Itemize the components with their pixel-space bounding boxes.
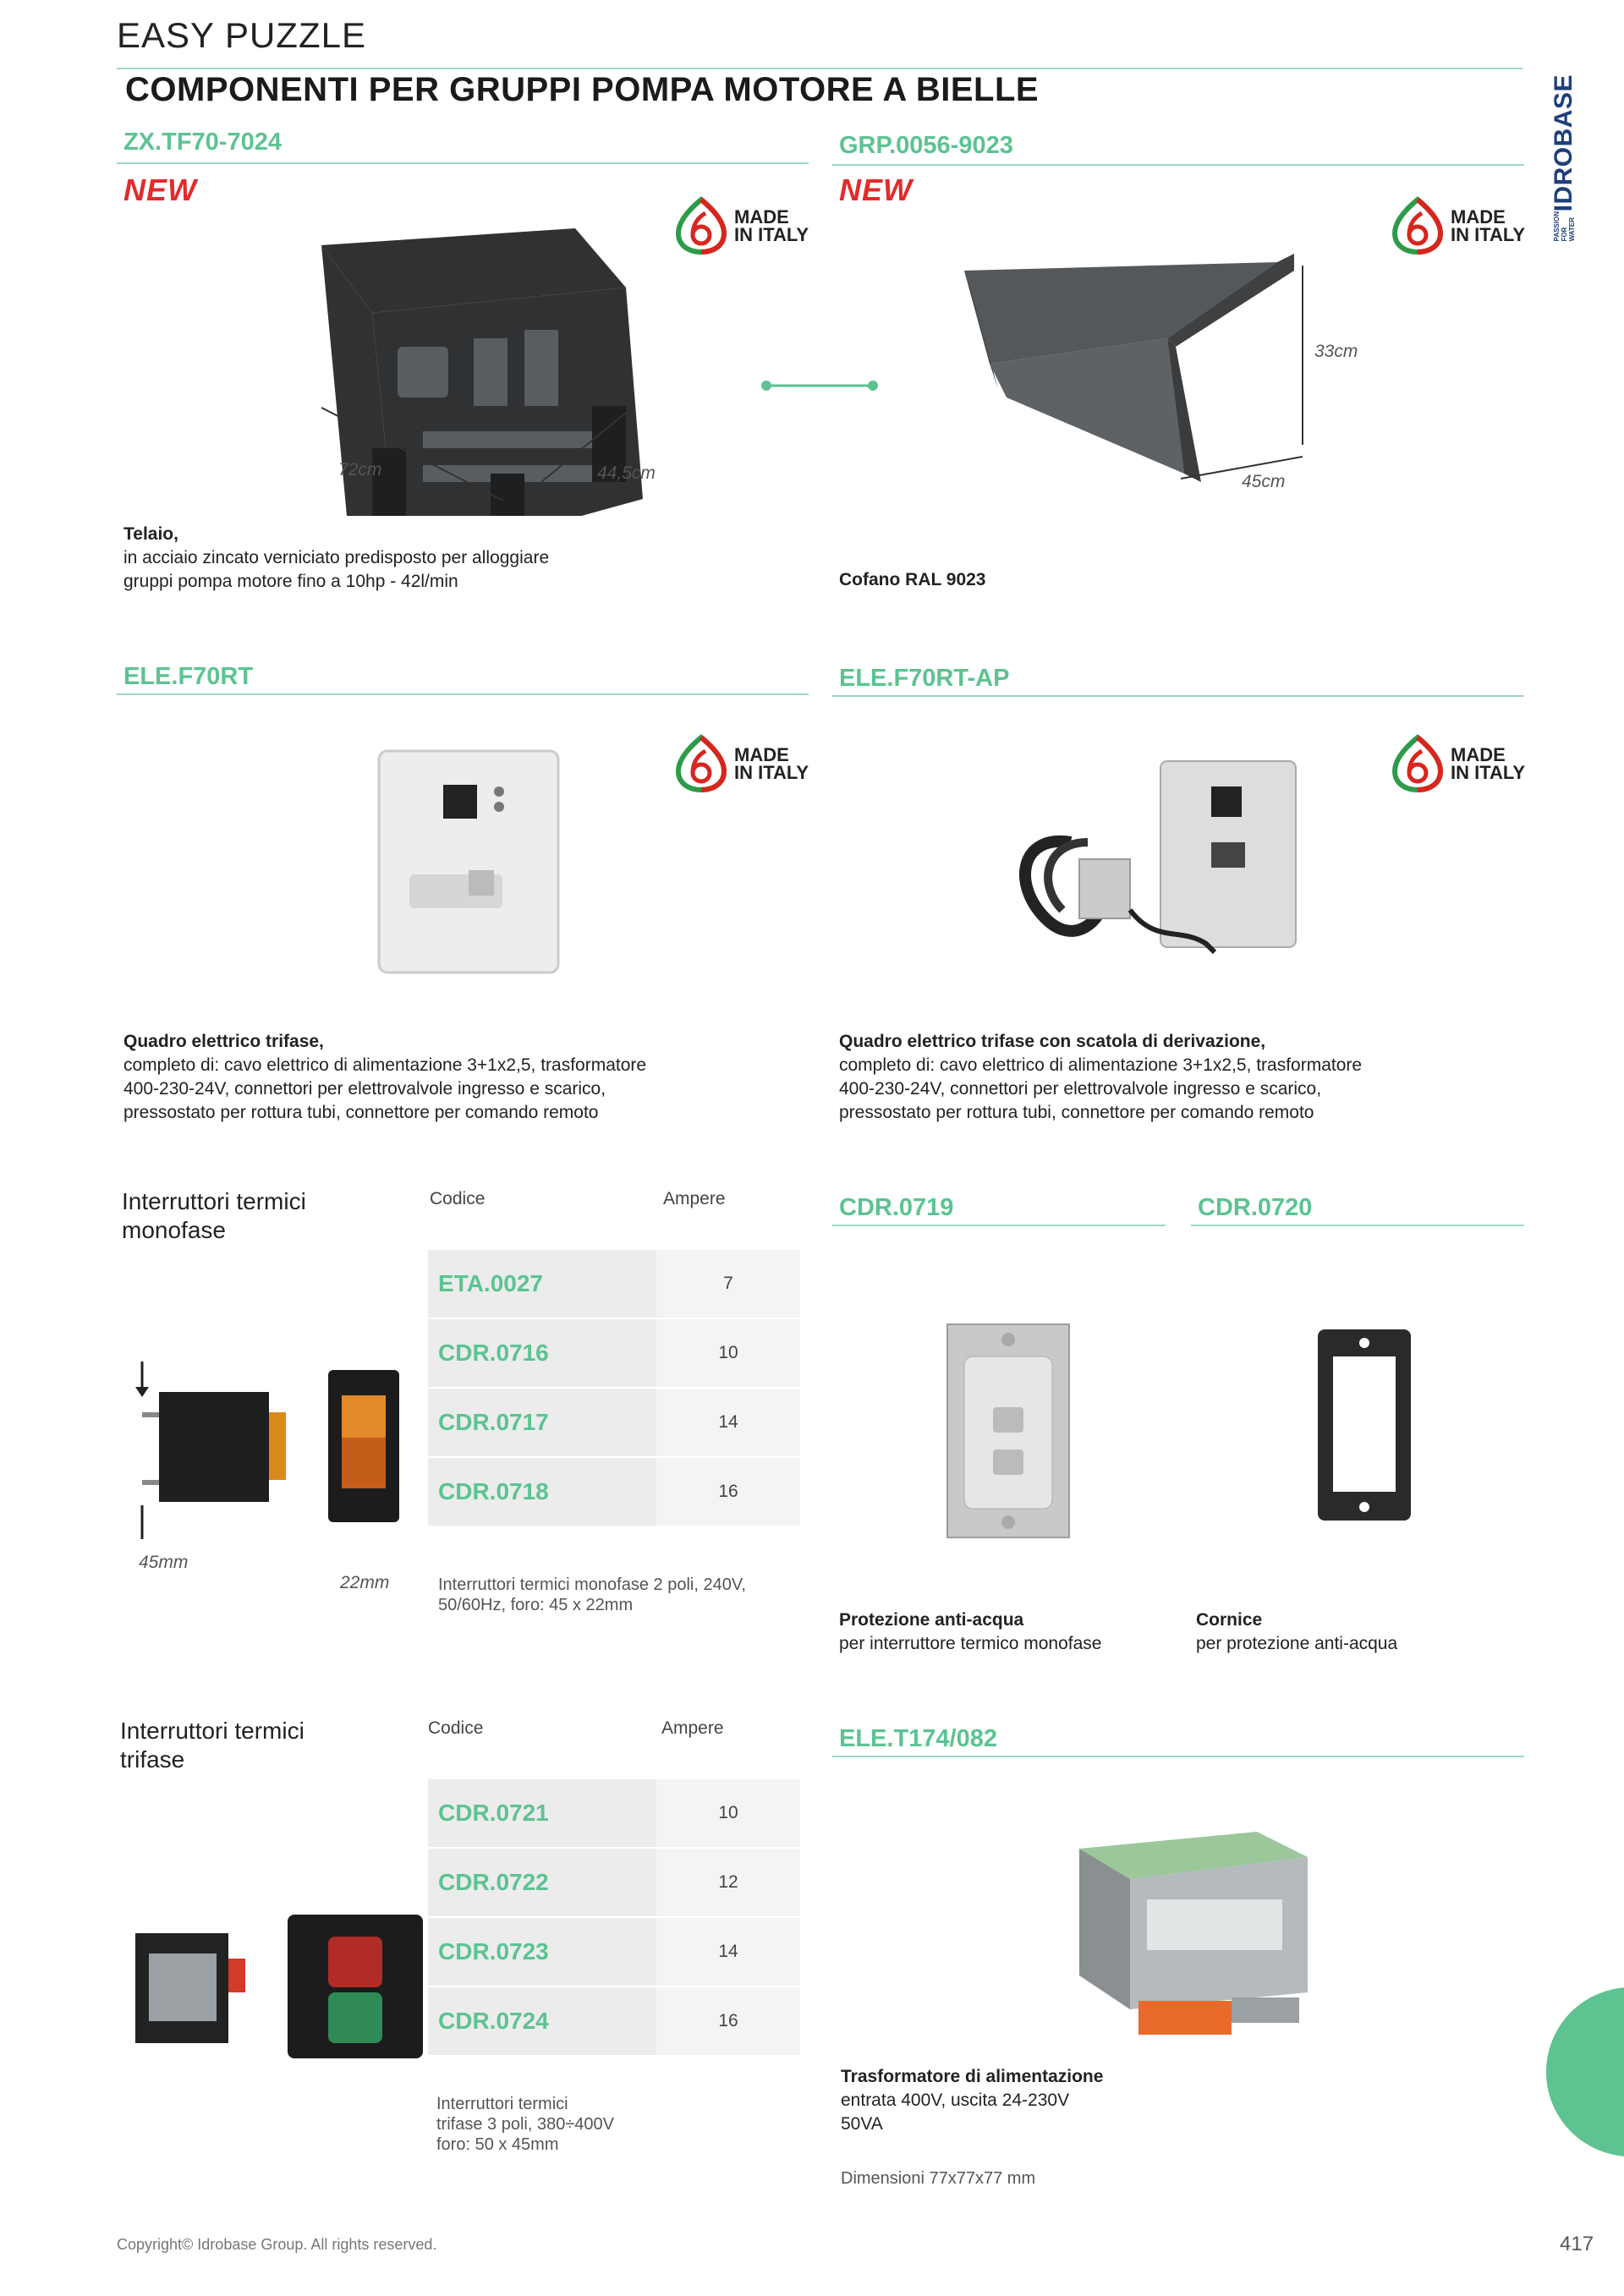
desc-line: in acciaio zincato verniciato predisposto per alloggiare [123,548,550,567]
waterproof-cover-image [946,1323,1071,1539]
table-cell-code: ETA.0027 [428,1250,656,1318]
product-code: ELE.T174/082 [839,1725,997,1752]
product-title: Telaio, [123,524,178,544]
table-cell-ampere: 16 [656,1458,800,1526]
table-cell-ampere: 14 [656,1389,800,1456]
dimension-label: 45mm [139,1553,189,1572]
table-cell-code: CDR.0722 [428,1849,656,1916]
switch-table-tri [428,1779,800,2055]
table-header-code: Codice [428,1718,484,1738]
product-code: CDR.0720 [1198,1194,1313,1221]
desc-line: pressostato per rottura tubi, connettore per comando remoto [123,1103,599,1122]
section-heading [120,1717,304,1774]
table-cell-code: CDR.0723 [428,1918,656,1986]
desc-line: gruppi pompa motore fino a 10hp - 42l/min [123,572,458,591]
desc-line: per protezione anti-acqua [1196,1634,1398,1653]
brand-logo [1550,74,1578,242]
product-title: Protezione anti-acqua [839,1610,1024,1630]
brand-name: IDROBASE [1550,74,1577,212]
section-heading [122,1187,306,1245]
desc-line: pressostato per rottura tubi, connettore per comando remoto [839,1103,1314,1122]
switch-note [438,1575,746,1615]
product-code: GRP.0056-9023 [839,132,1013,159]
frame-cover-image [1316,1328,1413,1522]
table-cell-ampere: 10 [656,1779,800,1847]
brand-tagline: PASSION FOR WATER [1552,211,1576,242]
mii-line1: MADE [1451,744,1506,765]
new-badge: NEW [839,173,913,207]
new-badge: NEW [123,173,197,207]
section-title: EASY PUZZLE [117,15,366,55]
desc-line: completo di: cavo elettrico di alimentazione 3+1x2,5, trasformatore [839,1055,1363,1075]
code-rule [832,695,1524,697]
control-panel-box-image [1012,758,1299,988]
product-code: ELE.F70RT [123,663,254,690]
header-rule [117,68,1522,69]
made-in-italy-icon [1390,734,1446,793]
mii-line2: IN ITALY [734,762,809,783]
cover-image [956,245,1328,499]
section-heading-line: monofase [122,1217,226,1243]
dimension-label: 72cm [338,460,382,479]
table-cell-code: CDR.0724 [428,1987,656,2055]
mii-line1: MADE [734,206,789,227]
product-description [123,1030,800,1125]
table-cell-ampere: 10 [656,1319,800,1387]
connector-line [758,377,885,394]
dimension-label: 45cm [1242,472,1286,491]
product-description [123,523,766,594]
note-line: 50/60Hz, foro: 45 x 22mm [438,1596,634,1614]
table-header-ampere: Ampere [661,1718,724,1738]
desc-line: 400-230-24V, connettori per elettrovalvole ingresso e scarico, [123,1079,606,1099]
made-in-italy-badge [673,734,809,793]
desc-line: 50VA [841,2114,883,2134]
code-rule [832,1756,1524,1757]
product-description [1196,1608,1397,1656]
mii-line1: MADE [734,744,789,765]
product-code: ZX.TF70-7024 [123,129,282,156]
mii-line2: IN ITALY [1451,224,1526,245]
desc-line: entrata 400V, uscita 24-230V [841,2091,1070,2110]
product-code: CDR.0719 [839,1194,954,1221]
page-number: 417 [1560,2233,1594,2255]
product-description [839,1608,1101,1656]
desc-line: per interruttore termico monofase [839,1634,1102,1653]
table-header-ampere: Ampere [663,1189,726,1208]
product-code: ELE.F70RT-AP [839,665,1010,692]
code-rule [832,164,1524,166]
made-in-italy-badge [1390,196,1525,255]
table-cell-ampere: 12 [656,1849,800,1916]
note-line: Interruttori termici monofase 2 poli, 240V, [438,1575,746,1594]
table-header-code: Codice [430,1189,486,1208]
dimension-label: 44,5cm [597,463,656,483]
dimension-label: 33cm [1314,342,1358,361]
product-title: Trasformatore di alimentazione [841,2067,1104,2086]
mii-line2: IN ITALY [1451,762,1526,783]
code-rule [832,1225,1166,1226]
made-in-italy-badge [1390,734,1525,793]
product-dimensions: Dimensioni 77x77x77 mm [841,2169,1036,2188]
mono-switch-image [125,1353,418,1548]
section-heading-line: trifase [120,1746,185,1773]
product-title: Cornice [1196,1610,1263,1630]
table-cell-ampere: 16 [656,1987,800,2055]
product-title: Quadro elettrico trifase con scatola di derivazione, [839,1032,1266,1051]
made-in-italy-icon [1390,196,1446,255]
table-cell-code: CDR.0721 [428,1779,656,1847]
decorative-leaf [1546,1987,1624,2156]
table-cell-ampere: 14 [656,1918,800,1986]
code-rule [1191,1225,1524,1226]
switch-table-mono [428,1250,800,1526]
desc-line: completo di: cavo elettrico di alimentazione 3+1x2,5, trasformatore [123,1055,647,1075]
note-line: trifase 3 poli, 380÷400V [436,2115,614,2134]
table-cell-ampere: 7 [656,1250,800,1318]
page-heading: COMPONENTI PER GRUPPI POMPA MOTORE A BIELLE [125,71,1040,108]
table-cell-code: CDR.0716 [428,1319,656,1387]
switch-note [436,2094,614,2155]
table-cell-code: CDR.0718 [428,1458,656,1526]
product-title: Quadro elettrico trifase, [123,1032,324,1051]
made-in-italy-badge [673,196,809,255]
made-in-italy-icon [673,734,729,793]
copyright: Copyright© Idrobase Group. All rights reserved. [117,2236,437,2253]
product-description [839,568,986,592]
note-line: Interruttori termici [436,2095,568,2113]
made-in-italy-icon [673,196,729,255]
control-panel-image [376,748,562,976]
mii-line1: MADE [1451,206,1506,227]
code-rule [117,693,809,695]
note-line: foro: 50 x 45mm [436,2135,559,2154]
table-cell-code: CDR.0717 [428,1389,656,1456]
product-description [841,2065,1103,2136]
section-heading-line: Interruttori termici [120,1718,304,1744]
section-heading-line: Interruttori termici [122,1188,306,1214]
tri-switch-image [132,1911,425,2063]
code-rule [117,162,809,164]
product-title: Cofano RAL 9023 [839,570,986,589]
transformer-image [1045,1823,1316,2043]
dimension-label: 22mm [340,1573,390,1592]
desc-line: 400-230-24V, connettori per elettrovalvole ingresso e scarico, [839,1079,1322,1099]
mii-line2: IN ITALY [734,224,809,245]
product-description [839,1030,1533,1125]
